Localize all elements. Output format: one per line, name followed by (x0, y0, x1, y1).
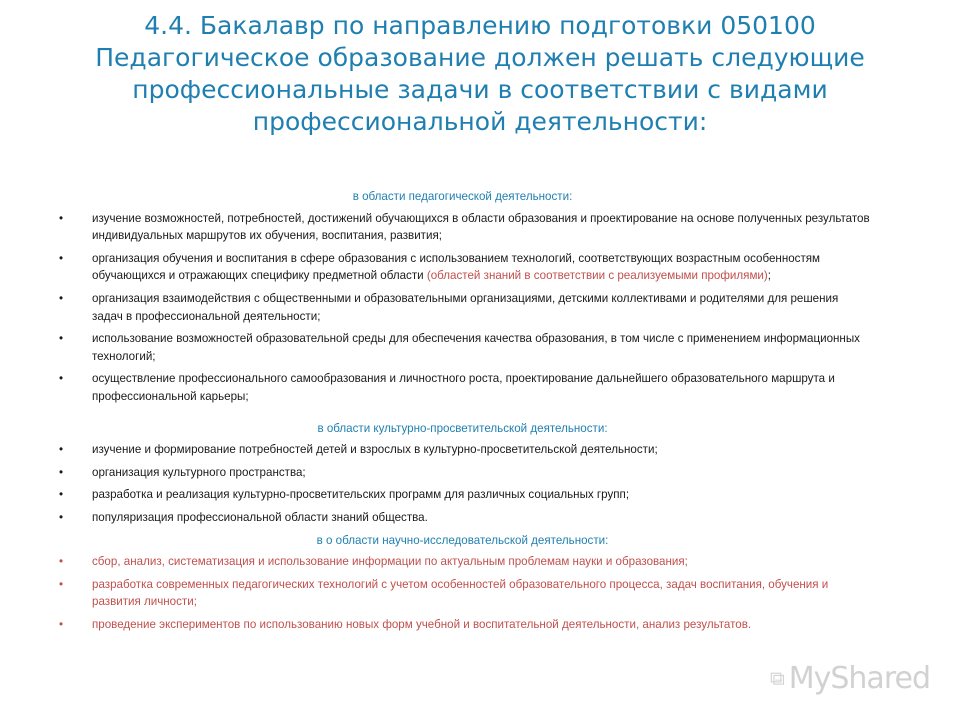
list-item (55, 250, 870, 285)
list-item-text: организация обучения и воспитания в сфере образования с использованием технологий, соответствующих возрастным особенностям обучающихся и отражающих специфику предметной области (92, 251, 821, 283)
slide-title-line: профессиональной деятельности: (252, 107, 708, 136)
pedagogical-task-list (55, 210, 870, 406)
slide-title-line: профессиональные задачи в соответствии с видами (132, 75, 828, 104)
list-item: • разработка и реализация культурно-просветительских программ для различных социальных групп; (55, 486, 870, 504)
section-heading-pedagogical: в области педагогической деятельности: (352, 190, 573, 203)
slide-content (55, 188, 870, 638)
list-item: • организация культурного пространства; (55, 464, 870, 482)
section-heading-cultural: в области культурно-просветительской деятельности: (317, 421, 608, 435)
slide-title (40, 10, 920, 138)
list-item: • популяризация профессиональной области знаний общества. (55, 509, 870, 527)
list-item: • изучение возможностей, потребностей, достижений обучающихся в области образования и проектирование на основе полученных результатов индивидуальных маршрутов их обучения, воспитания, развития; (55, 210, 870, 245)
slide-title-line: Педагогическое образование должен решать следующие (95, 43, 865, 72)
section-heading-research: в о области научно-исследовательской деятельности: (316, 533, 609, 547)
list-item: • сбор, анализ, систематизация и использование информации по актуальным проблемам науки и образования; (55, 553, 870, 571)
watermark (770, 658, 930, 698)
list-item: • разработка современных педагогических технологий с учетом особенностей образовательного процесса, задач воспитания, обучения и развития личности; (55, 576, 870, 611)
list-item: • организация взаимодействия с общественными и образовательными организациями, детскими коллективами и родителями для решения задач в профессиональной деятельности; (55, 290, 870, 325)
list-item: • осуществление профессионального самообразования и личностного роста, проектирование дальнейшего образовательного маршрута и профессиональной карьеры; (55, 370, 870, 405)
list-item: • использование возможностей образовательной среды для обеспечения качества образования, в том числе с применением информационных технологий; (55, 330, 870, 365)
myshared-logo-icon (770, 661, 785, 695)
research-task-list (55, 553, 870, 633)
cultural-task-list (55, 441, 870, 526)
list-item: • проведение экспериментов по использованию новых форм учебной и воспитательной деятельности, анализ результатов. (55, 616, 870, 634)
list-item: • изучение и формирование потребностей детей и взрослых в культурно-просветительской деятельности; (55, 441, 870, 459)
watermark-text: MyShared (788, 660, 930, 696)
highlighted-text: (областей знаний в соответствии с реализуемыми профилями) (426, 269, 768, 283)
slide-title-line: 4.4. Бакалавр по направлению подготовки 050100 (144, 11, 816, 40)
list-item-suffix: ; (767, 269, 771, 283)
